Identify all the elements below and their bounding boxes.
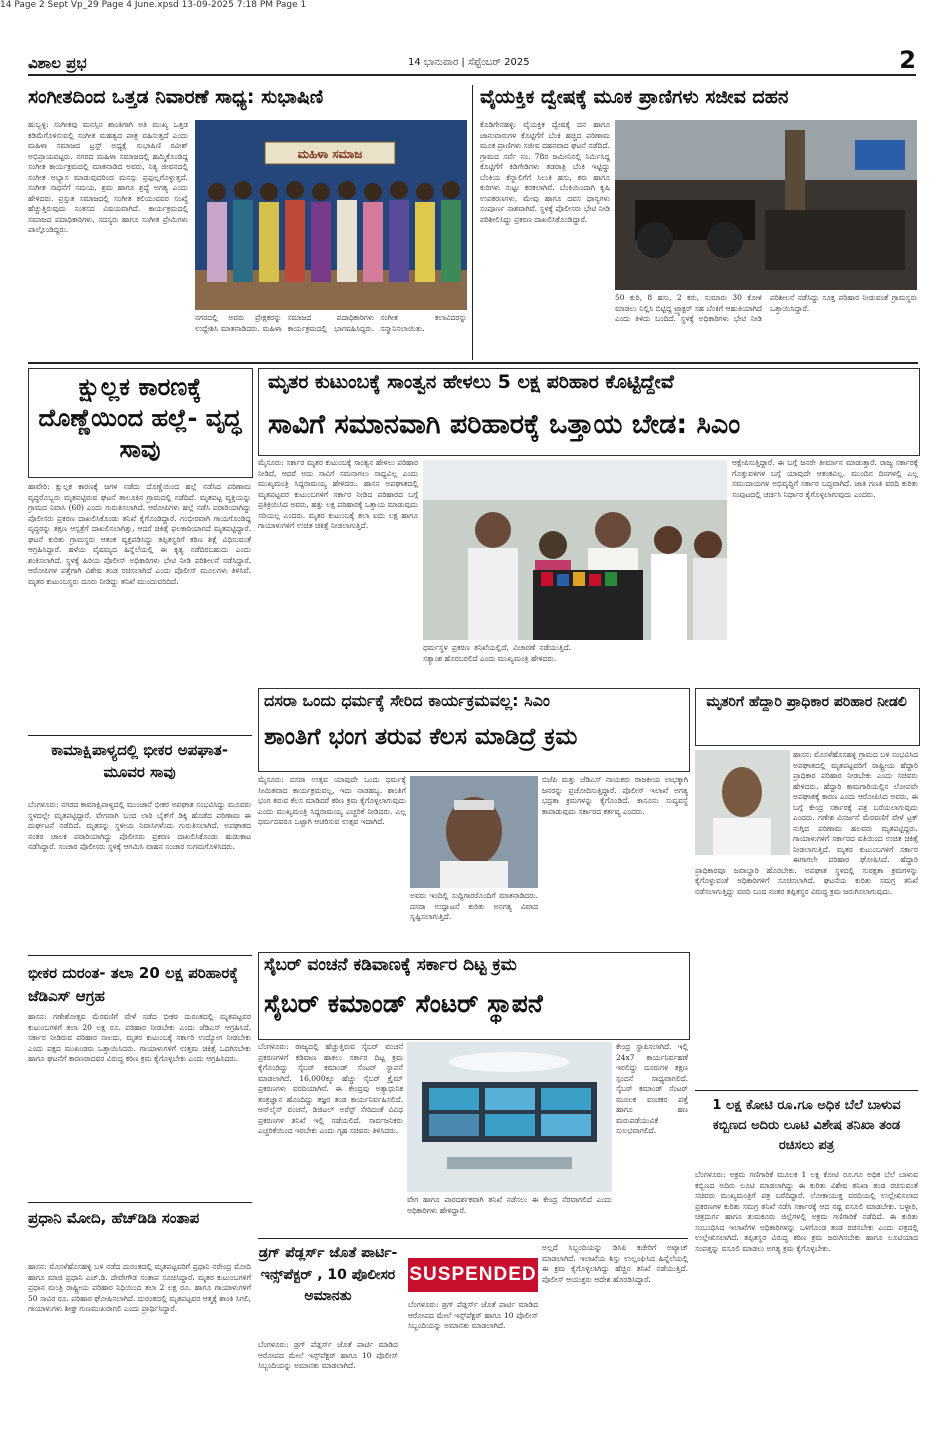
issue-date: 14 ಭಾನುವಾರ | ಸೆಪ್ಟೆಂಬರ್ 2025 xyxy=(408,57,530,68)
story4-headline: ಸಾವಿಗೆ ಸಮಾನವಾಗಿ ಪರಿಹಾರಕ್ಕೆ ಒತ್ತಾಯ ಬೇಡ: ಸಿಎಂ xyxy=(268,409,741,440)
story7-body xyxy=(695,750,918,1085)
story4-kicker: ಮೃತರ ಕುಟುಂಬಕ್ಕೆ ಸಾಂತ್ವನ ಹೇಳಲು 5 ಲಕ್ಷ ಪರಿಹಾರ ಕೊಟ್ಟಿದ್ದೇವೆ xyxy=(268,371,674,393)
story2-body-cont: 50 ಕುರಿ, 8 ಹಸು, 2 ಕರು, ಸುಮಾರು 30 ಕೋಳಿ ಮಾಡಲು ನಿಲ್ಲಿಸಿ ಬಿಟ್ಟಿದ್ದ ಟ್ರ್ಯಾಕ್ಟರ್ ಸಹ ಬೆಂಕಿಗೆ ಆಹುತಿಯಾಗಿದೆ ಎಂದು ತಿಳಿದು ಬಂದಿದೆ. ಸ್ಥಳಕ್ಕೆ ಅಧಿಕಾರಿಗಳು ಭೇಟಿ ನೀಡಿ ಪರಿಶೀಲನೆ ನಡೆಸಿದ್ದು ಸೂಕ್ತ ಪರಿಹಾರ ನೀಡುವಂತೆ ಗ್ರಾಮಸ್ಥರು ಒತ್ತಾಯಿಸಿದ್ದಾರೆ. xyxy=(615,293,917,323)
divider xyxy=(28,1202,252,1203)
story6-photo xyxy=(410,776,538,888)
story5-headline: ಕಾಮಾಕ್ಷಿಪಾಳ್ಯದಲ್ಲಿ ಭೀಕರ ಅಪಘಾತ- ಮೂವರ ಸಾವು xyxy=(51,741,228,781)
story4-body: ಮೈಸೂರು: ಸರ್ಕಾರ ಮೃತರ ಕುಟುಂಬಕ್ಕೆ ಸಾಂತ್ವನ ಹೇಳಲು ಪರಿಹಾರ ನೀಡಿದೆ, ಆದರೆ ಅದು ಸಾವಿಗೆ ಸಮನಾಗಲು ಸಾಧ್ಯವಿಲ್ಲ ಎಂದು ಮುಖ್ಯಮಂತ್ರಿ ಸಿದ್ದರಾಮಯ್ಯ ಹೇಳಿದರು. ಹಾಸನ ಅಪಘಾತದಲ್ಲಿ ಮೃತಪಟ್ಟವರ ಕುಟುಂಬಗಳಿಗೆ ಸರ್ಕಾರ ನೀಡಿದ ಪರಿಹಾರದ ಬಗ್ಗೆ ಪ್ರತಿಕ್ರಿಯಿಸಿದ ಅವರು, ಹತ್ತು ಲಕ್ಷ ಪರಿಹಾರಕ್ಕೆ ಒತ್ತಾಯ ಮಾಡುವುದು ಸರಿಯಲ್ಲ ಎಂದರು. ಮೃತರ ಕುಟುಂಬಕ್ಕೆ ತಲಾ ಐದು ಲಕ್ಷ ಹಾಗೂ ಗಾಯಾಳುಗಳಿಗೆ ಉಚಿತ ಚಿಕಿತ್ಸೆ ನೀಡಲಾಗುತ್ತಿದೆ. xyxy=(258,458,418,530)
story1-headline: ಸಂಗೀತದಿಂದ ಒತ್ತಡ ನಿವಾರಣೆ ಸಾಧ್ಯ: ಸುಭಾಷಿಣಿ xyxy=(28,86,324,108)
story4-body-col3: ಆಕ್ಷೇಪಿಸುತ್ತಿದ್ದಾರೆ. ಈ ಬಗ್ಗೆ ಜನರೇ ತೀರ್ಮಾನ ಮಾಡುತ್ತಾರೆ. ರಾಜ್ಯ ಸರ್ಕಾರಕ್ಕೆ ಗೊತ್ತುವಳಿಗಳ ಬಗ್ಗೆ ಯಾವುದೇ ಆತಂಕವಿಲ್ಲ. ಮುಂದಿನ ದಿನಗಳಲ್ಲಿ ಎಲ್ಲ ಸಮುದಾಯಗಳ ಅಭಿವೃದ್ಧಿಗೆ ಸರ್ಕಾರ ಬದ್ಧವಾಗಿದೆ. ಜಾತಿ ಗಣತಿ ವರದಿ ಕುರಿತು ಸಂಪುಟದಲ್ಲಿ ಚರ್ಚಿಸಿ ನಿರ್ಧಾರ ಕೈಗೊಳ್ಳಲಾಗುವುದು ಎಂದರು. xyxy=(732,458,918,499)
story6-body-cont: ಅವರು ಇಂದಿಲ್ಲಿ ಸುದ್ದಿಗಾರರೊಂದಿಗೆ ಮಾತನಾಡಿದರು. ದಸರಾ ಉದ್ಘಾಟನೆ ಕುರಿತು ಅನಗತ್ಯ ವಿವಾದ ಸೃಷ್ಟಿಸಲಾಗುತ್ತಿದೆ. xyxy=(410,891,538,921)
story4-body-cont: ಧರ್ಮಸ್ಥಳ ಪ್ರಕರಣ ತನಿಖೆಯಲ್ಲಿದೆ, ವಿಚಾರಣೆ ನಡೆಯುತ್ತಿದೆ. ಸತ್ಯಾಂಶ ಹೊರಬರಲಿದೆ ಎಂದು ಮುಖ್ಯಮಂತ್ರಿ ಹೇಳಿದರು. xyxy=(423,643,571,663)
story9-headline: ಸೈಬರ್ ಕಮಾಂಡ್ ಸೆಂಟರ್ ಸ್ಥಾಪನೆ xyxy=(264,989,543,1018)
divider xyxy=(258,1238,688,1239)
divider xyxy=(28,362,918,364)
burnt-shed-photo xyxy=(615,120,917,290)
divider xyxy=(695,1090,918,1091)
print-slug: 14 Page 2 Sept Vp_29 Page 4 June.xpsd 13-09-2025 7:18 PM Page 1 xyxy=(0,0,307,10)
newspaper-brand: ವಿಶಾಲ ಪ್ರಭ xyxy=(28,54,87,72)
masthead xyxy=(28,46,916,76)
story9-photo xyxy=(407,1042,612,1192)
story11-headline: ಪ್ರಧಾನಿ ಮೋದಿ, ಹೆಚ್‌ಡಿಡಿ ಸಂತಾಪ xyxy=(28,1209,200,1227)
story7-text: ಹಾಸನ: ಮೊಸಳೆಹೊಸಹಳ್ಳಿ ಗ್ರಾಮದ ಬಳಿ ಸಂಭವಿಸಿದ ಅಪಘಾತದಲ್ಲಿ ಮೃತಪಟ್ಟವರಿಗೆ ರಾಷ್ಟ್ರೀಯ ಹೆದ್ದಾರಿ ಪ್ರಾಧಿಕಾರ ಪರಿಹಾರ ನೀಡಬೇಕು ಎಂದು ಸಚಿವರು ಹೇಳಿದರು. ಹೆದ್ದಾರಿ ಕಾಮಗಾರಿಯಲ್ಲಿನ ಲೋಪವೇ ಅಪಘಾತಕ್ಕೆ ಕಾರಣ ಎಂದು ಆರೋಪಿಸಿದ ಅವರು, ಈ ಬಗ್ಗೆ ಕೇಂದ್ರ ಸರ್ಕಾರಕ್ಕೆ ಪತ್ರ ಬರೆಯಲಾಗುವುದು ಎಂದರು. ಗಣೇಶ ವಿಸರ್ಜನೆ ಮೆರವಣಿಗೆ ವೇಳೆ ಟ್ರಕ್ ನುಗ್ಗಿದ ಪರಿಣಾಮ ಹಲವರು ಮೃತಪಟ್ಟಿದ್ದರು. ಗಾಯಾಳುಗಳಿಗೆ ಸರ್ಕಾರದ ವತಿಯಿಂದ ಉಚಿತ ಚಿಕಿತ್ಸೆ ನೀಡಲಾಗುತ್ತಿದೆ. ಮೃತರ ಕುಟುಂಬಗಳಿಗೆ ಸರ್ಕಾರ ಈಗಾಗಲೇ ಪರಿಹಾರ ಘೋಷಿಸಿದೆ. ಹೆದ್ದಾರಿ ಪ್ರಾಧಿಕಾರವೂ ಜವಾಬ್ದಾರಿ ಹೊರಬೇಕು. ಅಪಘಾತ ಸ್ಥಳದಲ್ಲಿ ಸುರಕ್ಷತಾ ಕ್ರಮಗಳನ್ನು ಕೈಗೊಳ್ಳುವಂತೆ ಅಧಿಕಾರಿಗಳಿಗೆ ಸೂಚಿಸಲಾಗಿದೆ. ಘಟನೆಯ ಕುರಿತು ಸಮಗ್ರ ತನಿಖೆ ನಡೆಸಲಾಗುತ್ತಿದ್ದು ವರದಿ ಬಂದ ನಂತರ ತಪ್ಪಿತಸ್ಥರ ವಿರುದ್ಧ ಕ್ರಮ ಜರುಗಿಸಲಾಗುವುದು. xyxy=(695,750,918,896)
story11-body: ಹಾಸನ: ಮೊಸಳೆಹೊಸಹಳ್ಳಿ ಬಳಿ ನಡೆದ ದುರಂತದಲ್ಲಿ ಮೃತಪಟ್ಟವರಿಗೆ ಪ್ರಧಾನಿ ನರೇಂದ್ರ ಮೋದಿ ಹಾಗೂ ಮಾಜಿ ಪ್ರಧಾನಿ ಎಚ್.ಡಿ. ದೇವೇಗೌಡ ಸಂತಾಪ ಸೂಚಿಸಿದ್ದಾರೆ. ಮೃತರ ಕುಟುಂಬಗಳಿಗೆ ಪ್ರಧಾನ ಮಂತ್ರಿ ರಾಷ್ಟ್ರೀಯ ಪರಿಹಾರ ನಿಧಿಯಿಂದ ತಲಾ 2 ಲಕ್ಷ ರೂ. ಹಾಗೂ ಗಾಯಾಳುಗಳಿಗೆ 50 ಸಾವಿರ ರೂ. ಪರಿಹಾರ ಘೋಷಿಸಲಾಗಿದೆ. ದುರಂತದಲ್ಲಿ ಮೃತಪಟ್ಟವರ ಆತ್ಮಕ್ಕೆ ಶಾಂತಿ ಸಿಗಲಿ, ಗಾಯಾಳುಗಳು ಶೀಘ್ರ ಗುಣಮುಖರಾಗಲಿ ಎಂದು ಪ್ರಾರ್ಥಿಸಿದ್ದಾರೆ. xyxy=(28,1262,251,1313)
story9-body: ಬೆಂಗಳೂರು: ರಾಜ್ಯದಲ್ಲಿ ಹೆಚ್ಚುತ್ತಿರುವ ಸೈಬರ್ ವಂಚನೆ ಪ್ರಕರಣಗಳಿಗೆ ಕಡಿವಾಣ ಹಾಕಲು ಸರ್ಕಾರ ದಿಟ್ಟ ಕ್ರಮ ಕೈಗೊಂಡಿದ್ದು ಸೈಬರ್ ಕಮಾಂಡ್ ಸೆಂಟರ್ ಸ್ಥಾಪನೆ ಮಾಡಲಾಗಿದೆ. 16,000ಕ್ಕೂ ಹೆಚ್ಚು ಸೈಬರ್ ಕ್ರೈಮ್ ಪ್ರಕರಣಗಳು ವರದಿಯಾಗಿವೆ. ಈ ಕೇಂದ್ರವು ಅತ್ಯಾಧುನಿಕ ತಂತ್ರಜ್ಞಾನ ಹೊಂದಿದ್ದು ತಜ್ಞರ ತಂಡ ಕಾರ್ಯನಿರ್ವಹಿಸಲಿದೆ. ಆನ್‌ಲೈನ್ ವಂಚನೆ, ಡಿಜಿಟಲ್ ಅರೆಸ್ಟ್ ಸೇರಿದಂತೆ ವಿವಿಧ ಪ್ರಕರಣಗಳ ತನಿಖೆ ಇಲ್ಲಿ ನಡೆಯಲಿದೆ. ಸಾರ್ವಜನಿಕರು ಎಚ್ಚರಿಕೆಯಿಂದ ಇರಬೇಕು ಎಂದು ಗೃಹ ಸಚಿವರು ತಿಳಿಸಿದರು. xyxy=(258,1042,403,1135)
story2-photo xyxy=(615,120,917,290)
story9-kicker: ಸೈಬರ್ ವಂಚನೆ ಕಡಿವಾಣಕ್ಕೆ ಸರ್ಕಾರ ದಿಟ್ಟ ಕ್ರಮ xyxy=(264,955,517,975)
story10-headline: 1 ಲಕ್ಷ ಕೋಟಿ ರೂ.ಗೂ ಅಧಿಕ ಬೆಲೆ ಬಾಳುವ ಕಬ್ಬಿಣದ ಅದಿರು ಲೂಟಿ ವಿಶೇಷ ತನಿಖಾ ತಂಡ ರಚಿಸಲು ಪತ್ರ xyxy=(712,1098,901,1154)
cm-portrait xyxy=(410,776,538,888)
story8-headline: ಭೀಕರ ದುರಂತ- ತಲಾ 20 ಲಕ್ಷ ಪರಿಹಾರಕ್ಕೆ ಜೆಡಿಎಸ್ ಆಗ್ರಹ xyxy=(28,964,239,1005)
story6-headline: ಶಾಂತಿಗೆ ಭಂಗ ತರುವ ಕೆಲಸ ಮಾಡಿದ್ರೆ ಕ್ರಮ xyxy=(264,724,578,750)
story7-headline: ಮೃತರಿಗೆ ಹೆದ್ದಾರಿ ಪ್ರಾಧಿಕಾರ ಪರಿಹಾರ ನೀಡಲಿ xyxy=(706,694,907,710)
divider xyxy=(28,955,252,956)
banner-text: ಮಹಿಳಾ ಸಮಾಜ xyxy=(297,147,363,161)
story3-body: ಹಾವೇರಿ: ಕ್ಷುಲ್ಲಕ ಕಾರಣಕ್ಕೆ ಜಗಳ ನಡೆದು ದೊಣ್ಣೆಯಿಂದ ಹಲ್ಲೆ ನಡೆಸಿದ ಪರಿಣಾಮ ವೃದ್ಧರೊಬ್ಬರು ಮೃತಪಟ್ಟಿರುವ ಘಟನೆ ತಾಲೂಕಿನ ಗ್ರಾಮದಲ್ಲಿ ನಡೆದಿದೆ. ಮೃತಪಟ್ಟ ವ್ಯಕ್ತಿಯನ್ನು ಗ್ರಾಮದ ನಿವಾಸಿ (60) ಎಂದು ಗುರುತಿಸಲಾಗಿದೆ. ಆರೋಪಿಗಳು ಹಲ್ಲೆ ನಡೆಸಿ ಪರಾರಿಯಾಗಿದ್ದು ಪೊಲೀಸರು ಪ್ರಕರಣ ದಾಖಲಿಸಿಕೊಂಡು ತನಿಖೆ ಕೈಗೊಂಡಿದ್ದಾರೆ. ಗಂಭೀರವಾಗಿ ಗಾಯಗೊಂಡಿದ್ದ ವೃದ್ಧರನ್ನು ತಕ್ಷಣ ಆಸ್ಪತ್ರೆಗೆ ದಾಖಲಿಸಲಾಗಿತ್ತು, ಆದರೆ ಚಿಕಿತ್ಸೆ ಫಲಕಾರಿಯಾಗದೆ ಮೃತಪಟ್ಟಿದ್ದಾರೆ. ಘಟನೆ ಕುರಿತು ಗ್ರಾಮಸ್ಥರು ಆತಂಕ ವ್ಯಕ್ತಪಡಿಸಿದ್ದು ತಪ್ಪಿತಸ್ಥರಿಗೆ ಕಠಿಣ ಶಿಕ್ಷೆ ವಿಧಿಸುವಂತೆ ಆಗ್ರಹಿಸಿದ್ದಾರೆ. ಹಳೆಯ ವೈಷಮ್ಯದ ಹಿನ್ನೆಲೆಯಲ್ಲಿ ಈ ಕೃತ್ಯ ನಡೆದಿರಬಹುದು ಎಂದು ಶಂಕಿಸಲಾಗಿದೆ. ಸ್ಥಳಕ್ಕೆ ಹಿರಿಯ ಪೊಲೀಸ್ ಅಧಿಕಾರಿಗಳು ಭೇಟಿ ನೀಡಿ ಪರಿಶೀಲನೆ ನಡೆಸಿದ್ದಾರೆ. ಆರೋಪಿಗಳ ಪತ್ತೆಗಾಗಿ ವಿಶೇಷ ತಂಡ ರಚಿಸಲಾಗಿದೆ ಎಂದು ಪೊಲೀಸ್ ಮೂಲಗಳು ತಿಳಿಸಿವೆ. ಮೃತರ ಕುಟುಂಬಸ್ಥರು ದೂರು ನೀಡಿದ್ದು ತನಿಖೆ ಮುಂದುವರಿದಿದೆ. xyxy=(28,482,251,586)
story9-body-col3: ಕೇಂದ್ರ ಸ್ಥಾಪಿಸಲಾಗಿದೆ. ಇಲ್ಲಿ 24x7 ಕಾರ್ಯನಿರ್ವಹಣೆ ಇರಲಿದ್ದು ದೂರುಗಳ ತಕ್ಷಣ ಸ್ಪಂದನೆ ಸಾಧ್ಯವಾಗಲಿದೆ. ಸೈಬರ್ ಕಮಾಂಡ್ ಸೆಂಟರ್ ಮೂಲಕ ವಂಚಕರ ಪತ್ತೆ ಹಾಗೂ ಹಣ ಮರುಪಡೆಯುವಿಕೆ ಸುಲಭವಾಗಲಿದೆ. xyxy=(616,1042,688,1135)
story6-body-col3: ಬಿಜೆಪಿ ಮತ್ತು ಜೆಡಿಎಸ್ ನಾಯಕರು ರಾಜಕೀಯ ಲಾಭಕ್ಕಾಗಿ ಜನರನ್ನು ಪ್ರಚೋದಿಸುತ್ತಿದ್ದಾರೆ. ಪೊಲೀಸ್ ಇಲಾಖೆ ಅಗತ್ಯ ಭದ್ರತಾ ಕ್ರಮಗಳನ್ನು ಕೈಗೊಂಡಿದೆ. ಕಾನೂನು ಸುವ್ಯವಸ್ಥೆ ಕಾಪಾಡುವುದು ಸರ್ಕಾರದ ಕರ್ತವ್ಯ ಎಂದರು. xyxy=(542,775,688,816)
story2-body: ಕೊಡಿಗೇನಹಳ್ಳಿ: ವೈಯಕ್ತಿಕ ದ್ವೇಷಕ್ಕೆ ದನ ಹಾಗೂ ಜಾನುವಾರುಗಳ ಕೊಟ್ಟಿಗೆಗೆ ಬೆಂಕಿ ಹಚ್ಚಿದ ಪರಿಣಾಮ ಮೂಕ ಪ್ರಾಣಿಗಳು ಸಜೀವ ದಹನವಾದ ಘಟನೆ ನಡೆದಿದೆ. ಗ್ರಾಮದ ಸರ್ವೆ ನಂ. 78ರ ಜಮೀನಿನಲ್ಲಿ ನಿರ್ಮಿಸಿದ್ದ ಕೊಟ್ಟಿಗೆಗೆ ಕಿಡಿಗೇಡಿಗಳು ತಡರಾತ್ರಿ ಬೆಂಕಿ ಇಟ್ಟಿದ್ದು ಬೆಂಕಿಯ ಕೆನ್ನಾಲಿಗೆಗೆ ಸಿಲುಕಿ ಹಸು, ಕರು ಹಾಗೂ ಕುರಿಗಳು ಸುಟ್ಟು ಕರಕಲಾಗಿವೆ. ಬೆಂಕಿಯಿಂದಾಗಿ ಕೃಷಿ ಉಪಕರಣಗಳು, ಮೇವು ಹಾಗೂ ದವಸ ಧಾನ್ಯಗಳು ಸಂಪೂರ್ಣ ನಾಶವಾಗಿವೆ. ಸ್ಥಳಕ್ಕೆ ಪೊಲೀಸರು ಭೇಟಿ ನೀಡಿ ಪರಿಶೀಲಿಸಿದ್ದು ಪ್ರಕರಣ ದಾಖಲಿಸಿಕೊಂಡಿದ್ದಾರೆ. xyxy=(480,120,610,224)
story2-headline: ವೈಯಕ್ತಿಕ ದ್ವೇಷಕ್ಕೆ ಮೂಕ ಪ್ರಾಣಿಗಳು ಸಜೀವ ದಹನ xyxy=(480,86,789,108)
story12-body-col-mid: ಬೆಂಗಳೂರು: ಡ್ರಗ್ ಪೆಡ್ಲರ್ಸ್ ಜೊತೆ ಪಾರ್ಟಿ ಮಾಡಿದ ಆರೋಪದ ಮೇಲೆ ಇನ್ಸ್‌ಪೆಕ್ಟರ್ ಹಾಗೂ 10 ಪೊಲೀಸ್ ಸಿಬ್ಬಂದಿಯನ್ನು ಅಮಾನತು ಮಾಡಲಾಗಿದೆ. xyxy=(408,1300,538,1330)
press-meet-photo xyxy=(423,460,727,640)
story1-photo xyxy=(195,120,467,310)
story12-body: ಬೆಂಗಳೂರು: ಡ್ರಗ್ ಪೆಡ್ಲರ್ಸ್ ಜೊತೆ ಪಾರ್ಟಿ ಮಾಡಿದ ಆರೋಪದ ಮೇಲೆ ಇನ್ಸ್‌ಪೆಕ್ಟರ್ ಹಾಗೂ 10 ಪೊಲೀಸ್ ಸಿಬ್ಬಂದಿಯನ್ನು ಅಮಾನತು ಮಾಡಲಾಗಿದೆ. xyxy=(258,1340,398,1370)
story4-photo xyxy=(423,460,727,640)
story9-body-cont: ವೇಗ ಹಾಗೂ ಪಾರದರ್ಶಕವಾಗಿ ತನಿಖೆ ನಡೆಸಲು ಈ ಕೇಂದ್ರ ನೆರವಾಗಲಿದೆ ಎಂದು ಅಧಿಕಾರಿಗಳು ಹೇಳಿದ್ದಾರೆ. xyxy=(407,1195,612,1215)
story6-kicker: ದಸರಾ ಒಂದು ಧರ್ಮಕ್ಕೆ ಸೇರಿದ ಕಾರ್ಯಕ್ರಮವಲ್ಲ: ಸಿಎಂ xyxy=(264,691,550,710)
group-photo xyxy=(195,120,467,310)
page-number: 2 xyxy=(899,46,916,74)
story5-body: ಬೆಂಗಳೂರು: ನಗರದ ಕಾಮಾಕ್ಷಿಪಾಳ್ಯದಲ್ಲಿ ಮುಂಜಾನೆ ಭೀಕರ ಅಪಘಾತ ಸಂಭವಿಸಿದ್ದು ಮೂವರು ಸ್ಥಳದಲ್ಲೇ ಮೃತಪಟ್ಟಿದ್ದಾರೆ. ವೇಗವಾಗಿ ಬಂದ ಲಾರಿ ಬೈಕ್‌ಗೆ ಡಿಕ್ಕಿ ಹೊಡೆದ ಪರಿಣಾಮ ಈ ದುರ್ಘಟನೆ ನಡೆದಿದೆ. ಮೃತರನ್ನು ಸ್ಥಳೀಯ ನಿವಾಸಿಗಳೆಂದು ಗುರುತಿಸಲಾಗಿದೆ. ಅಪಘಾತದ ನಂತರ ಚಾಲಕ ಪರಾರಿಯಾಗಿದ್ದು ಪೊಲೀಸರು ಪ್ರಕರಣ ದಾಖಲಿಸಿಕೊಂಡು ಹುಡುಕಾಟ ನಡೆಸಿದ್ದಾರೆ. ಸಂಚಾರ ಪೊಲೀಸರು ಸ್ಥಳಕ್ಕೆ ಆಗಮಿಸಿ ವಾಹನ ಸಂಚಾರ ಸುಗಮಗೊಳಿಸಿದರು. xyxy=(28,800,251,851)
suspended-badge: SUSPENDED xyxy=(408,1258,538,1292)
story1-body: ಹುಬ್ಬಳ್ಳಿ: ಸಂಗೀತವು ಮನಸ್ಸಿನ ಶಾಂತಿಗಾಗಿ ಅತಿ ಮುಖ್ಯ ಒತ್ತಡ ಕಡಿಮೆಗೊಳಿಸುವಲ್ಲಿ ಸಂಗೀತ ಮಹತ್ವದ ಪಾತ್ರ ವಹಿಸುತ್ತದೆ ಎಂದು ಮಹಿಳಾ ಸಮಾಜದ ಟ್ರಸ್ಟ್ ಅಧ್ಯಕ್ಷೆ ಸುಭಾಷಿಣಿ ರವೀಶ್ ಅಭಿಪ್ರಾಯಪಟ್ಟರು. ನಗರದ ಮಹಿಳಾ ಸಮಾಜದಲ್ಲಿ ಹಮ್ಮಿಕೊಂಡಿದ್ದ ಸಂಗೀತ ಕಾರ್ಯಕ್ರಮದಲ್ಲಿ ಮಾತನಾಡಿದ ಅವರು, ನಿತ್ಯ ಜೀವನದಲ್ಲಿ ಸಂಗೀತ ಅಭ್ಯಾಸ ಮಾಡುವುದರಿಂದ ಮನಸ್ಸು ಪ್ರಫುಲ್ಲಗೊಳ್ಳುತ್ತದೆ. ಸಂಗೀತ ಸಾಧನೆಗೆ ಸಮಯ, ಶ್ರಮ ಹಾಗೂ ಶ್ರದ್ಧೆ ಅಗತ್ಯ ಎಂದು ಹೇಳಿದರು. ಪ್ರಸ್ತುತ ಸಮಾಜದಲ್ಲಿ ಸಂಗೀತ ಕಲಿಯುವವರ ಸಂಖ್ಯೆ ಹೆಚ್ಚುತ್ತಿರುವುದು ಸಂತಸದ ವಿಷಯವಾಗಿದೆ. ಕಾರ್ಯಕ್ರಮದಲ್ಲಿ ಸಮಾಜದ ಪದಾಧಿಕಾರಿಗಳು, ಸದಸ್ಯರು ಹಾಗೂ ಸಂಗೀತ ಪ್ರೇಮಿಗಳು ಪಾಲ್ಗೊಂಡಿದ್ದರು. xyxy=(28,120,188,234)
story1-body-cont: ನಗರದಲ್ಲಿ ಅವರು ಪ್ರೇಕ್ಷಕರನ್ನು ಉದ್ದೇಶಿಸಿ ಮಾತನಾಡಿದರು. ಮಹಿಳಾ ಸಮಾಜದ ಪದಾಧಿಕಾರಿಗಳು ಕಾರ್ಯಕ್ರಮದಲ್ಲಿ ಭಾಗವಹಿಸಿದ್ದರು. ಸಂಗೀತ ಕಲಾವಿದರನ್ನು ಸನ್ಮಾನಿಸಲಾಯಿತು. xyxy=(195,313,467,333)
story3-headline: ಕ್ಷುಲ್ಲಕ ಕಾರಣಕ್ಕೆ ದೊಣ್ಣೆಯಿಂದ ಹಲ್ಲೆ- ವೃದ್ಧ ಸಾವು xyxy=(38,373,242,464)
story6-body: ಮೈಸೂರು: ದಸರಾ ಉತ್ಸವ ಯಾವುದೇ ಒಂದು ಧರ್ಮಕ್ಕೆ ಸೀಮಿತವಾದ ಕಾರ್ಯಕ್ರಮವಲ್ಲ, ಇದು ನಾಡಹಬ್ಬ. ಶಾಂತಿಗೆ ಭಂಗ ತರುವ ಕೆಲಸ ಮಾಡಿದರೆ ಕಠಿಣ ಕ್ರಮ ಕೈಗೊಳ್ಳಲಾಗುವುದು ಎಂದು ಮುಖ್ಯಮಂತ್ರಿ ಸಿದ್ದರಾಮಯ್ಯ ಎಚ್ಚರಿಕೆ ನೀಡಿದರು. ಎಲ್ಲ ಧರ್ಮದವರೂ ಒಟ್ಟಾಗಿ ಆಚರಿಸುವ ಉತ್ಸವ ಇದಾಗಿದೆ. xyxy=(258,775,406,826)
divider xyxy=(472,85,473,360)
photo-spacer xyxy=(695,750,793,858)
story10-body: ಬೆಂಗಳೂರು: ಅಕ್ರಮ ಗಣಿಗಾರಿಕೆ ಮೂಲಕ 1 ಲಕ್ಷ ಕೋಟಿ ರೂ.ಗೂ ಅಧಿಕ ಬೆಲೆ ಬಾಳುವ ಕಬ್ಬಿಣದ ಅದಿರು ಲೂಟಿ ಮಾಡಲಾಗಿದ್ದು ಈ ಕುರಿತು ವಿಶೇಷ ತನಿಖಾ ತಂಡ ರಚಿಸುವಂತೆ ಸಚಿವರು ಮುಖ್ಯಮಂತ್ರಿಗೆ ಪತ್ರ ಬರೆದಿದ್ದಾರೆ. ಲೋಕಾಯುಕ್ತ ವರದಿಯಲ್ಲಿ ಉಲ್ಲೇಖಿಸಲಾದ ಪ್ರಕರಣಗಳ ಕುರಿತು ಸಮಗ್ರ ತನಿಖೆ ನಡೆಸಿ ಸರ್ಕಾರಕ್ಕೆ ಆದ ನಷ್ಟ ವಸೂಲಿ ಮಾಡಬೇಕು. ಬಳ್ಳಾರಿ, ಚಿತ್ರದುರ್ಗ ಹಾಗೂ ತುಮಕೂರು ಜಿಲ್ಲೆಗಳಲ್ಲಿ ಅಕ್ರಮ ಗಣಿಗಾರಿಕೆ ನಡೆದಿದೆ. ಈ ಕುರಿತು ಸಂಬಂಧಿಸಿದ ಇಲಾಖೆಗಳ ಅಧಿಕಾರಿಗಳನ್ನು ಒಳಗೊಂಡ ತಂಡ ರಚಿಸಬೇಕು ಎಂದು ಪತ್ರದಲ್ಲಿ ಉಲ್ಲೇಖಿಸಲಾಗಿದೆ. ತಪ್ಪಿತಸ್ಥರ ವಿರುದ್ಧ ಕಠಿಣ ಕ್ರಮ ಜರುಗಿಸಬೇಕು ಹಾಗೂ ಲೂಟಿಯಾದ ಸಂಪತ್ತನ್ನು ವಸೂಲಿ ಮಾಡಲು ಅಗತ್ಯ ಕ್ರಮ ಕೈಗೊಳ್ಳಬೇಕು. xyxy=(695,1170,918,1253)
divider xyxy=(28,735,252,736)
story12-headline: ಡ್ರಗ್ ಪೆಡ್ಲರ್ಸ್ ಜೊತೆ ಪಾರ್ಟಿ-ಇನ್ಸ್‌ಪೆಕ್ಟರ್ , 10 ಪೊಲೀಸರ ಅಮಾನತು xyxy=(258,1245,398,1305)
story8-body: ಹಾಸನ: ಗಣೇಶೋತ್ಸವ ಮೆರವಣಿಗೆ ವೇಳೆ ನಡೆದ ಭೀಕರ ದುರಂತದಲ್ಲಿ ಮೃತಪಟ್ಟವರ ಕುಟುಂಬಗಳಿಗೆ ತಲಾ 20 ಲಕ್ಷ ರೂ. ಪರಿಹಾರ ನೀಡಬೇಕು ಎಂದು ಜೆಡಿಎಸ್ ಆಗ್ರಹಿಸಿದೆ. ಸರ್ಕಾರ ನೀಡಿರುವ ಪರಿಹಾರ ಸಾಲದು, ಮೃತರ ಕುಟುಂಬಕ್ಕೆ ಸರ್ಕಾರಿ ಉದ್ಯೋಗ ನೀಡಬೇಕು ಎಂದು ಪಕ್ಷದ ಮುಖಂಡರು ಒತ್ತಾಯಿಸಿದರು. ಗಾಯಾಳುಗಳಿಗೆ ಉತ್ತಮ ಚಿಕಿತ್ಸೆ ಒದಗಿಸಬೇಕು ಹಾಗೂ ಘಟನೆಗೆ ಕಾರಣರಾದವರ ವಿರುದ್ಧ ಕಠಿಣ ಕ್ರಮ ಕೈಗೊಳ್ಳಬೇಕು ಎಂದು ಆಗ್ರಹಿಸಿದರು. xyxy=(28,1012,251,1063)
command-center-photo xyxy=(407,1042,612,1192)
story12-body-col2: ಅಲ್ಲದೆ ಸಿಬ್ಬಂದಿಯನ್ನು ಡಿಸಿಪಿ ಕಚೇರಿಗೆ ಅಟ್ಯಾಚ್ ಮಾಡಲಾಗಿದೆ. ಇಲಾಖೆಯ ಶಿಸ್ತು ಉಲ್ಲಂಘಿಸಿದ ಹಿನ್ನೆಲೆಯಲ್ಲಿ ಈ ಕ್ರಮ ಕೈಗೊಳ್ಳಲಾಗಿದ್ದು ಹೆಚ್ಚಿನ ತನಿಖೆ ನಡೆಯುತ್ತಿದೆ. ಪೊಲೀಸ್ ಆಯುಕ್ತರು ಆದೇಶ ಹೊರಡಿಸಿದ್ದಾರೆ. xyxy=(542,1243,688,1284)
